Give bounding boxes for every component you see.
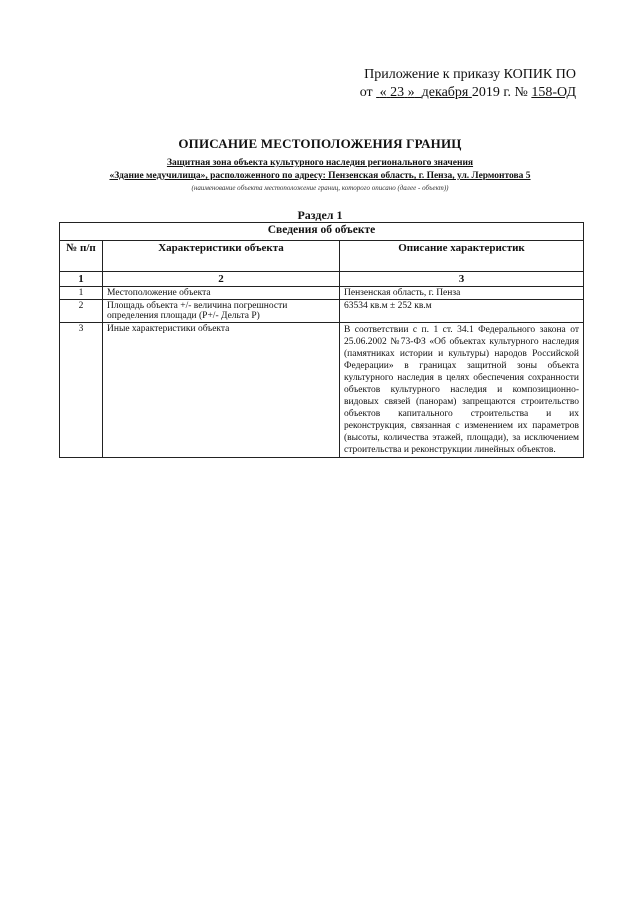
column-number: 1: [60, 272, 103, 287]
appendix-line1: Приложение к приказу КОПИК ПО: [364, 67, 576, 82]
row-value: В соответствии с п. 1 ст. 34.1 Федерального закона от 25.06.2002 №73-ФЗ «Об объектах культурного наследия (памятниках истории и культуры) народов Российской Федерации» в границах защитной зоны объекта культурного наследия в целях обеспечения сохранности объектов культурного наследия и композиционно-видовых связей (панорам) запрещаются строительство объектов капитального строительства и их реконструкция, связанная с изменением их параметров (высоты, количества этажей, площади), за исключением строительства и реконструкции линейных объектов.: [340, 323, 584, 458]
appendix-number: 158-ОД: [531, 85, 576, 100]
table-row: [60, 300, 584, 323]
row-number: 1: [60, 287, 103, 300]
row-value: Пензенская область, г. Пенза: [340, 287, 584, 300]
row-number: 3: [60, 323, 103, 458]
section-title: Раздел 1: [297, 208, 343, 222]
row-name: Иные характеристики объекта: [103, 323, 340, 458]
quote-open: «: [379, 85, 387, 100]
row-name: Местоположение объекта: [103, 287, 340, 300]
appendix-date: [376, 85, 472, 100]
row-value: 63534 кв.м ± 252 кв.м: [340, 300, 584, 323]
subtitle-line1: Защитная зона объекта культурного наследия регионального значения: [166, 158, 474, 168]
table-row: [60, 323, 584, 458]
object-info-table: [59, 222, 584, 458]
column-number: 2: [103, 272, 340, 287]
header-characteristics: Характеристики объекта: [103, 241, 340, 272]
appendix-day: 23: [390, 85, 405, 100]
column-number: 3: [340, 272, 584, 287]
appendix-from: от: [359, 85, 373, 100]
row-number: 2: [60, 300, 103, 323]
document-title: ОПИСАНИЕ МЕСТОПОЛОЖЕНИЯ ГРАНИЦ: [178, 136, 462, 151]
appendix-block: [360, 66, 576, 102]
quote-close: »: [407, 85, 415, 100]
appendix-year: 2019 г. №: [471, 85, 528, 100]
table-caption: Сведения об объекте: [60, 223, 584, 241]
subtitle-line2: «Здание медучилища», расположенного по адресу: Пензенская область, г. Пенза, ул. Лермонтова 5: [109, 171, 531, 181]
header-description: Описание характеристик: [340, 241, 584, 272]
subtitle-note: (наименование объекта местоположение границ, которого описано (далее - объект)): [191, 184, 449, 192]
row-name: Площадь объекта +/- величина погрешности определения площади (Р+/- Дельта Р): [103, 300, 340, 323]
appendix-line2: [360, 84, 576, 102]
table-row: [60, 287, 584, 300]
header-number: № п/п: [60, 241, 103, 272]
appendix-month: декабря: [421, 85, 469, 100]
